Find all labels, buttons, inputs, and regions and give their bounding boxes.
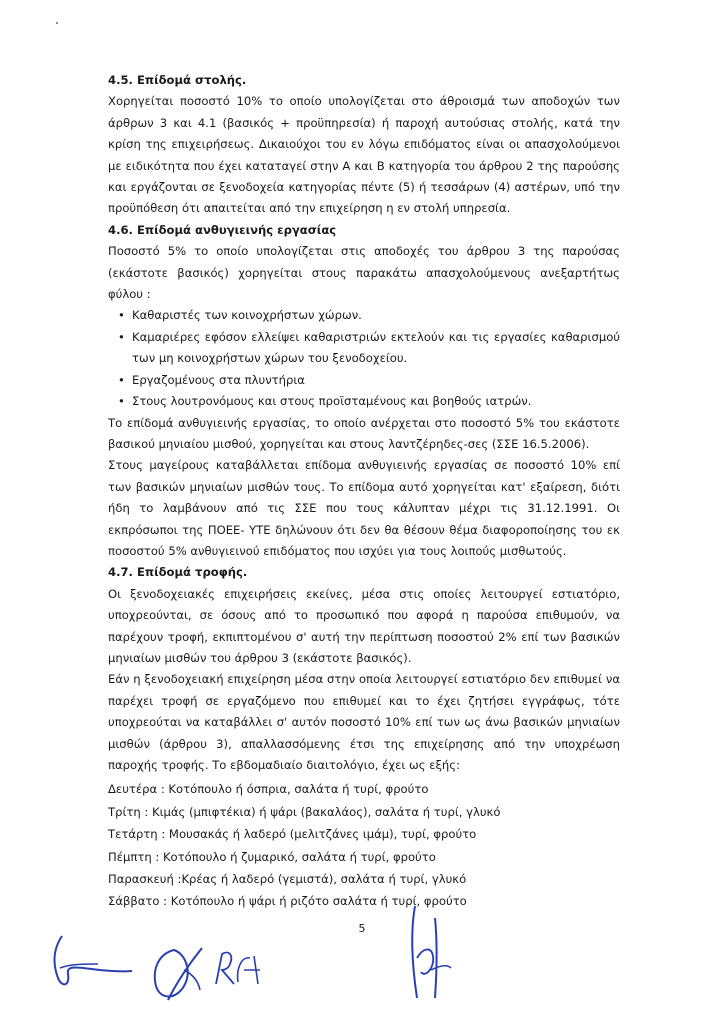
list-item: • Εργαζομένους στα πλυντήρια	[132, 370, 620, 391]
weekly-menu	[108, 778, 620, 912]
section-paragraph: Εάν η ξενοδοχειακή επιχείρηση μέσα στην οποία λειτουργεί εστιατόριο δεν επιθυμεί να παρέχει τροφή σε εργαζόμενο που επιθυμεί και το έχει ζητήσει εγγράφως, τότε υποχρεούται να καταβάλλει σ' αυτόν ποσοστό 10% επί των ως άνω βασικών μηνιαίων μισθών (άρθρου 3), απαλλασσόμενης έτσι της επιχείρησης από την υποχρέωση παροχής τροφής. Το εβδομαδιαίο διαιτολόγιο, έχει ως εξής:	[108, 672, 620, 772]
signature-4	[395, 898, 455, 1008]
menu-line: Πέμπτη : Κοτόπουλο ή ζυμαρικό, σαλάτα ή τυρί, φρούτο	[108, 849, 436, 864]
section-heading-4-5: 4.5. Επίδομά στολής.	[108, 73, 247, 87]
signature-1	[40, 928, 140, 998]
list-item: • Στους λουτρονόμους και στους προϊσταμένους και βοηθούς ιατρών.	[132, 391, 620, 412]
list-item: • Καθαριστές των κοινοχρήστων χώρων.	[132, 305, 620, 326]
section-paragraph: Το επίδομά ανθυγιεινής εργασίας, το οποίο ανέρχεται στο ποσοστό 5% του εκάστοτε βασικού μηνιαίου μισθού, χορηγείται και στους λαντζέρηδες-σες (ΣΣΕ 16.5.2006).	[108, 415, 620, 451]
menu-line: Τετάρτη : Μουσακάς ή λαδερό (μελιτζάνες ιμάμ), τυρί, φρούτο	[108, 827, 477, 842]
menu-line: Σάββατο : Κοτόπουλο ή ψάρι ή ριζότο σαλάτα ή τυρί, φρούτο	[108, 894, 467, 909]
section-paragraph: Στους μαγείρους καταβάλλεται επίδομα ανθυγιεινής εργασίας σε ποσοστό 10% επί των βασικών μηνιαίων μισθών τους. Το επίδομα αυτό χορηγείται κατ' εξαίρεση, διότι ήδη το λαμβάνουν από τις ΣΣΕ που τους κάλυπταν μέχρι τις 31.12.1991. Οι εκπρόσωποι της ΠΟΕΕ- ΥΤΕ δηλώνουν ότι δεν θα θέσουν θέμα διαφοροποίησης του εκ ποσοστού 5% ανθυγιεινού επιδόματος που ισχύει για τους λοιπούς μισθωτούς.	[108, 458, 620, 558]
beneficiaries-list	[108, 305, 620, 412]
menu-line: Τρίτη : Κιμάς (μπιφτέκια) ή ψάρι (βακαλάος), σαλάτα ή τυρί, γλυκό	[108, 804, 501, 819]
list-item: • Καμαριέρες εφόσον ελλείψει καθαριστριών εκτελούν και τις εργασίες καθαρισμού των μη κοινοχρήστων χώρων του ξενοδοχείου.	[132, 327, 620, 370]
signature-3	[208, 944, 268, 994]
section-paragraph: Οι ξενοδοχειακές επιχειρήσεις εκείνες, μέσα στις οποίες λειτουργεί εστιατόριο, υποχρεούνται, σε όσους από το προσωπικό που αφορά η παρούσα επιθυμούν, να παρέχουν τροφή, εκπιπτομένου σ' αυτή την περίπτωση ποσοστού 2% επί των βασικών μηνιαίων μισθών του άρθρου 3 (εκάστοτε βασικός).	[108, 586, 620, 665]
section-intro-4-6: Ποσοστό 5% το οποίο υπολογίζεται στις αποδοχές του άρθρου 3 της παρούσας (εκάστοτε βασικός) χορηγείται στους παρακάτω απασχολούμενους ανεξαρτήτως φύλου :	[108, 244, 620, 302]
document-page	[108, 70, 620, 913]
scan-speck	[56, 22, 58, 24]
section-body-4-5: Χορηγείται ποσοστό 10% το οποίο υπολογίζεται στο άθροισμά των αποδοχών των άρθρων 3 και 4.1 (βασικός + προϋπηρεσία) ή παροχή αυτούσιας στολής, κατά την κρίση της επιχειρήσεως. Δικαιούχοι του εν λόγω επιδόματος είναι οι απασχολούμενοι με ειδικότητα που έχει καταταγεί στην Α και Β κατηγορία του άρθρου 2 της παρούσης και εργάζονται σε ξενοδοχεία κατηγορίας πέντε (5) ή τεσσάρων (4) αστέρων, υπό την προϋπόθεση ότι απαιτείται από την επιχείρηση η εν στολή υπηρεσία.	[108, 94, 620, 216]
section-heading-4-7: 4.7. Επίδομά τροφής.	[108, 565, 248, 580]
page-number: 5	[358, 922, 366, 935]
section-heading-4-6: 4.6. Επίδομά ανθυγιεινής εργασίας	[108, 222, 337, 237]
menu-line: Παρασκευή :Κρέας ή λαδερό (γεμιστά), σαλάτα ή τυρί, γλυκό	[108, 872, 467, 887]
menu-line: Δευτέρα : Κοτόπουλο ή όσπρια, σαλάτα ή τυρί, φρούτο	[108, 782, 429, 797]
